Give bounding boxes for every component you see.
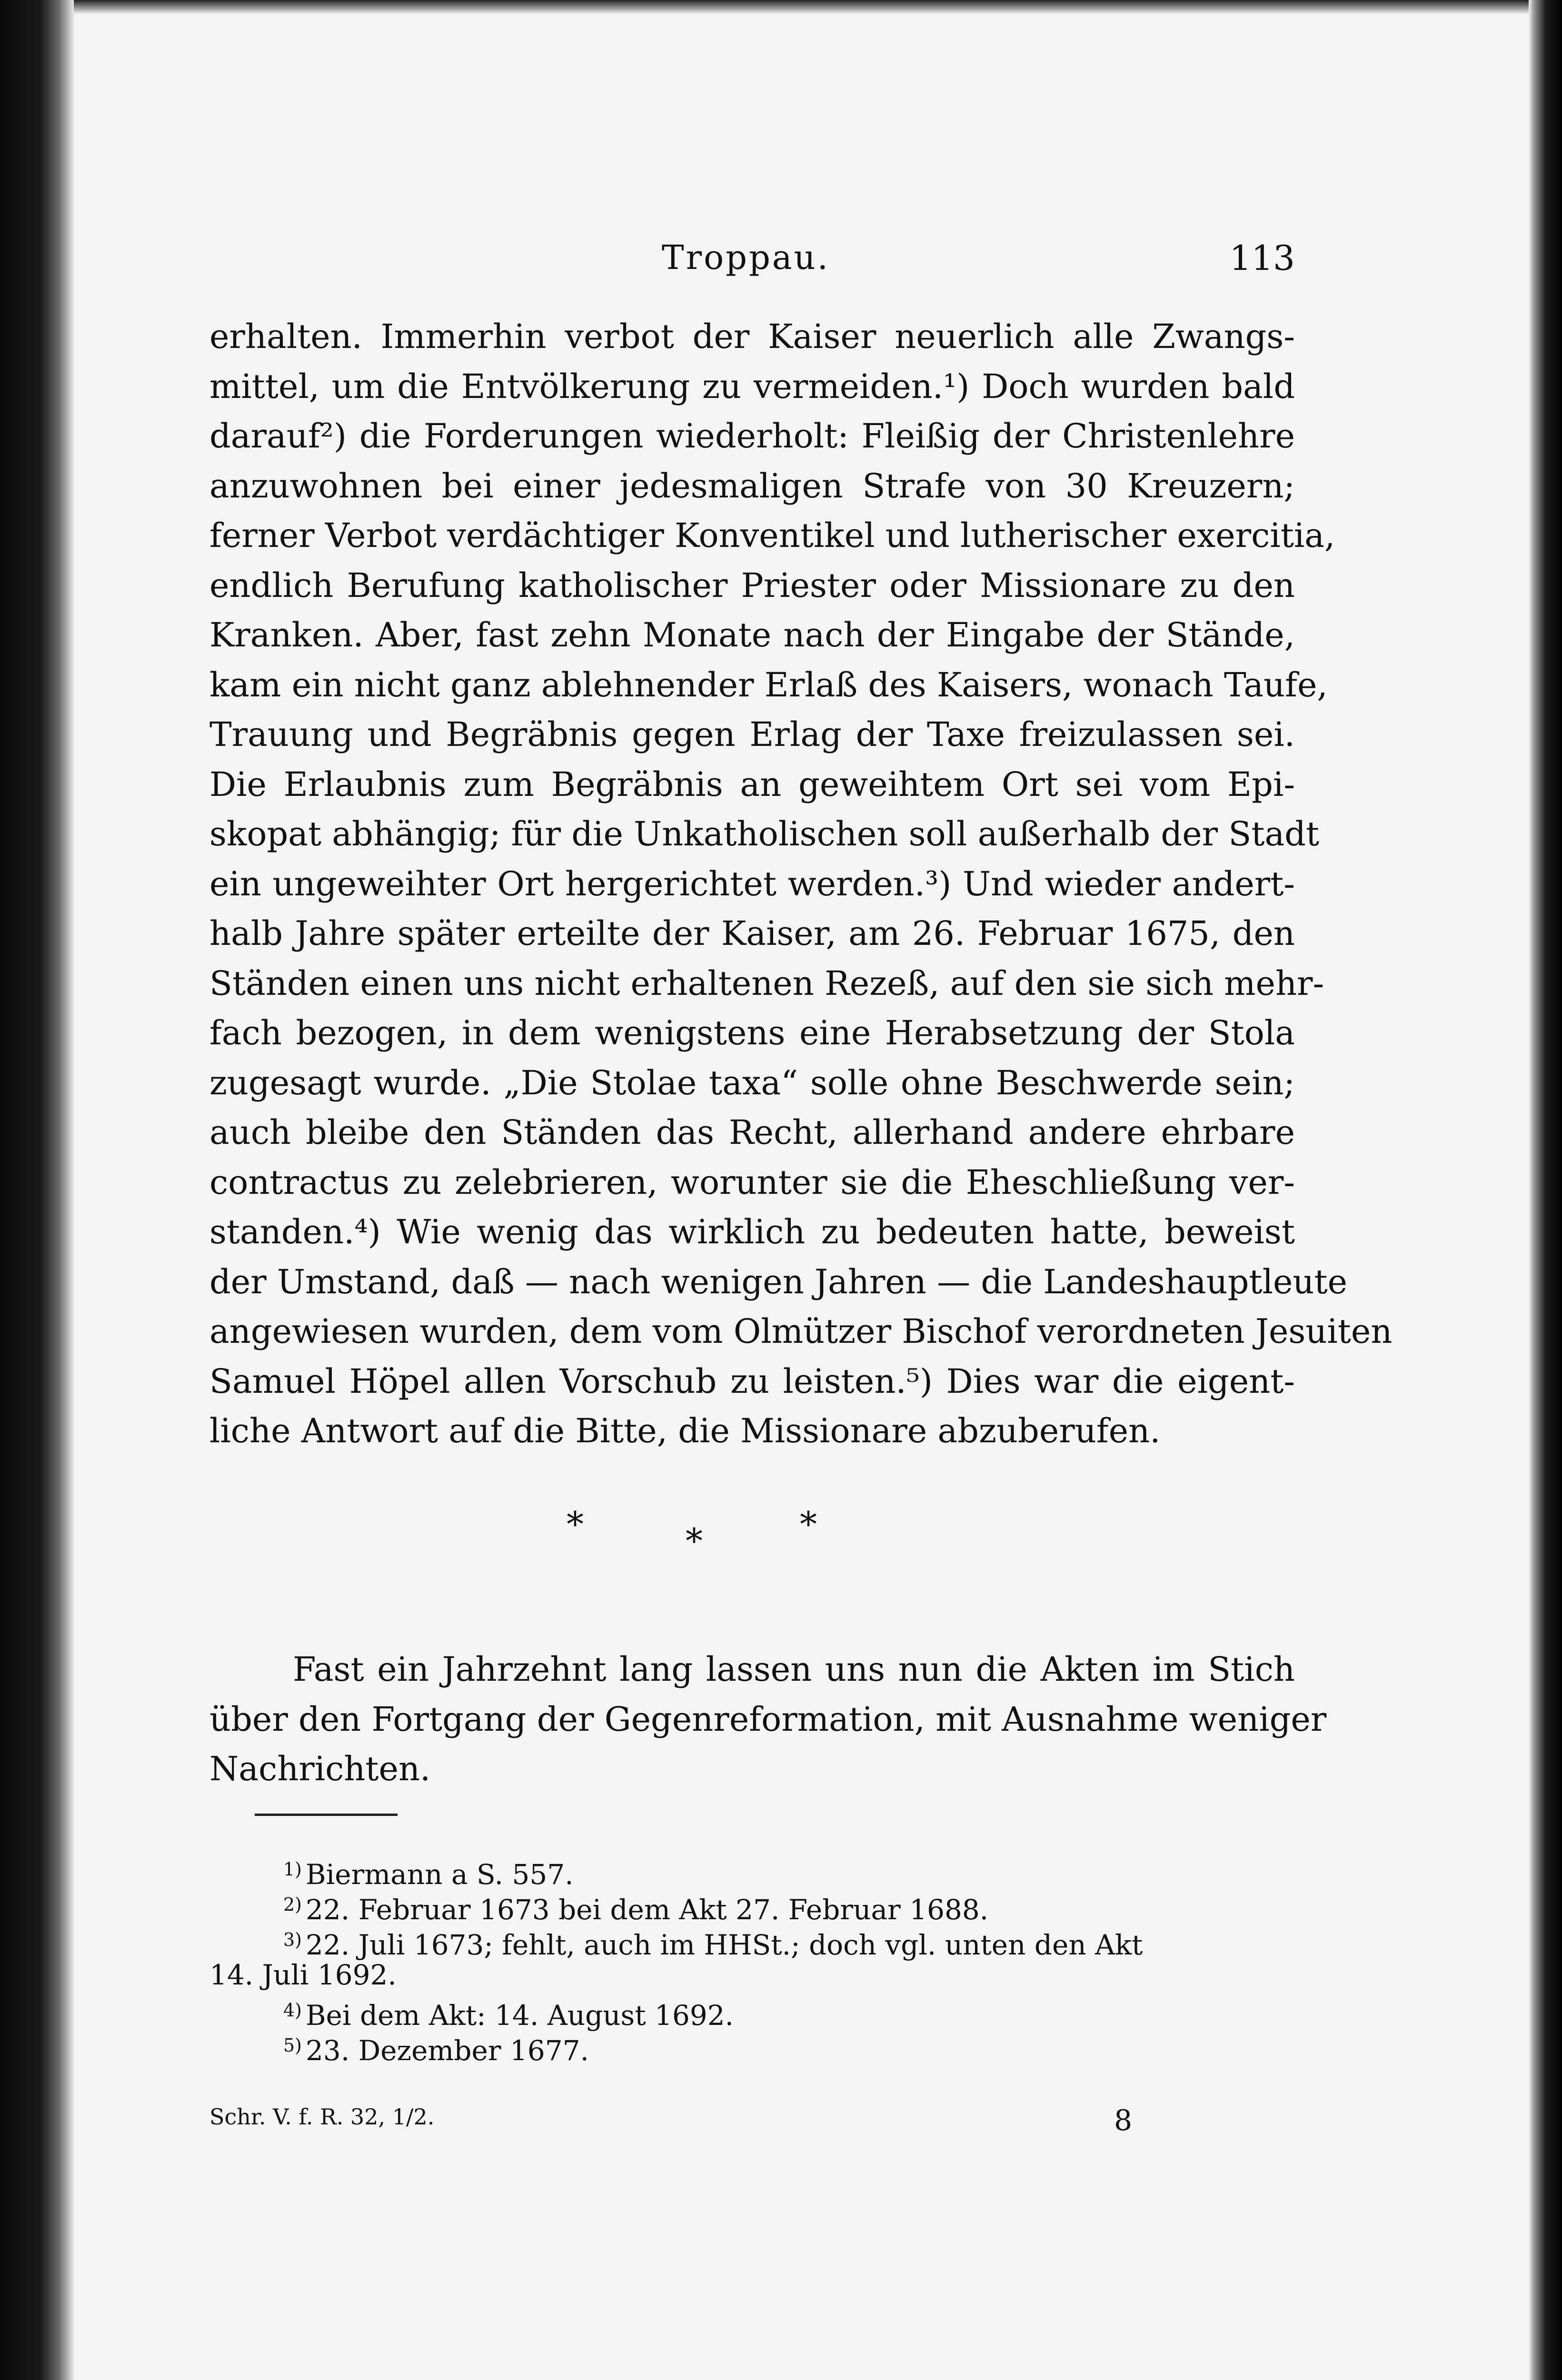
text-line: Nachrichten. bbox=[209, 1749, 431, 1788]
text-line: Die Erlaubnis zum Begräbnis an geweihtem Ort sei vom Epi- bbox=[209, 764, 1295, 804]
asterisk: * bbox=[686, 1521, 703, 1561]
text-line: skopat abhängig; für die Unkatholischen soll außerhalb der Stadt bbox=[209, 814, 1320, 853]
text-line: fach bezogen, in dem wenigstens eine Herabsetzung der Stola bbox=[209, 1013, 1295, 1052]
page-edge-shadow bbox=[1529, 0, 1562, 2380]
footnote-text: 14. Juli 1692. bbox=[209, 1959, 397, 1991]
second-paragraph bbox=[209, 1645, 1327, 1794]
text-line: angewiesen wurden, dem vom Olmützer Bischof verordneten Jesuiten bbox=[209, 1312, 1393, 1351]
text-line: zugesagt wurde. „Die Stolae taxa“ solle ohne Beschwerde sein; bbox=[209, 1063, 1295, 1102]
footnote-4 bbox=[209, 1993, 1295, 2032]
footnote-rule bbox=[255, 1814, 398, 1816]
asterisk: * bbox=[567, 1504, 584, 1544]
book-spine-shadow bbox=[0, 0, 74, 2380]
text-line: erhalten. Immerhin verbot der Kaiser neuerlich alle Zwangs- bbox=[209, 317, 1295, 356]
text-line: Kranken. Aber, fast zehn Monate nach der Eingabe der Stände, bbox=[209, 615, 1295, 654]
footnote-mark: 5) bbox=[283, 2035, 302, 2056]
asterisk: * bbox=[800, 1504, 817, 1544]
page-header bbox=[209, 238, 1295, 281]
text-line: Ständen einen uns nicht erhaltenen Rezeß, auf den sie sich mehr- bbox=[209, 963, 1324, 1003]
text-line: mittel, um die Entvölkerung zu vermeiden.¹) Doch wurden bald bbox=[209, 367, 1295, 406]
text-line: darauf²) die Forderungen wiederholt: Fleißig der Christenlehre bbox=[209, 416, 1295, 456]
scan-edge-top bbox=[0, 0, 1562, 14]
section-separator bbox=[567, 1504, 900, 1561]
footnote-mark: 1) bbox=[283, 1859, 302, 1880]
footnote-3 bbox=[209, 1922, 1295, 1961]
footnote-text: 22. Februar 1673 bei dem Akt 27. Februar 1688. bbox=[306, 1894, 989, 1926]
text-line: kam ein nicht ganz ablehnender Erlaß des Kaisers, wonach Taufe, bbox=[209, 665, 1328, 704]
footnote-text: Biermann a S. 557. bbox=[306, 1858, 574, 1891]
text-line: halb Jahre später erteilte der Kaiser, am 26. Februar 1675, den bbox=[209, 914, 1295, 953]
text-line: endlich Berufung katholischer Priester oder Missionare zu den bbox=[209, 565, 1295, 605]
text-line: liche Antwort auf die Bitte, die Missionare abzuberufen. bbox=[209, 1411, 1161, 1450]
text-line: ein ungeweihter Ort hergerichtet werden.³) Und wieder andert- bbox=[209, 864, 1295, 903]
main-paragraph bbox=[209, 312, 1393, 1456]
text-line: Samuel Höpel allen Vorschub zu leisten.⁵) Dies war die eigent- bbox=[209, 1361, 1295, 1401]
text-line: auch bleibe den Ständen das Recht, allerhand andere ehrbare bbox=[209, 1113, 1295, 1152]
footnote-mark: 3) bbox=[283, 1929, 302, 1950]
text-line: standen.⁴) Wie wenig das wirklich zu bedeuten hatte, beweist bbox=[209, 1212, 1295, 1251]
text-line: contractus zu zelebrieren, worunter sie die Eheschließung ver- bbox=[209, 1162, 1295, 1202]
footnote-text: 23. Dezember 1677. bbox=[306, 2034, 589, 2067]
footnote-3-continuation bbox=[209, 1957, 1295, 1993]
printer-signature: Schr. V. f. R. 32, 1/2. bbox=[209, 2104, 435, 2130]
footnotes bbox=[209, 1852, 1295, 2067]
text-line: Fast ein Jahrzehnt lang lassen uns nun die Akten im Stich bbox=[293, 1650, 1295, 1689]
footnote-text: 22. Juli 1673; fehlt, auch im HHSt.; doch vgl. unten den Akt bbox=[306, 1929, 1143, 1961]
footnote-1 bbox=[209, 1852, 1295, 1891]
text-line: ferner Verbot verdächtiger Konventikel und lutherischer exercitia, bbox=[209, 516, 1335, 555]
text-line: anzuwohnen bei einer jedesmaligen Strafe von 30 Kreuzern; bbox=[209, 466, 1295, 506]
footnote-text: Bei dem Akt: 14. August 1692. bbox=[306, 1999, 734, 2032]
page-number: 113 bbox=[1229, 238, 1295, 278]
footnote-5 bbox=[209, 2028, 1295, 2067]
text-line: der Umstand, daß — nach wenigen Jahren — die Landeshauptleute bbox=[209, 1262, 1348, 1301]
text-line: Trauung und Begräbnis gegen Erlag der Taxe freizulassen sei. bbox=[209, 715, 1295, 754]
running-title: Troppau. bbox=[662, 238, 830, 277]
sheet-number: 8 bbox=[1114, 2104, 1133, 2137]
text-line: über den Fortgang der Gegenreformation, mit Ausnahme weniger bbox=[209, 1699, 1327, 1739]
footnote-mark: 4) bbox=[283, 2000, 302, 2021]
footnote-2 bbox=[209, 1887, 1295, 1926]
footnote-mark: 2) bbox=[283, 1894, 302, 1915]
